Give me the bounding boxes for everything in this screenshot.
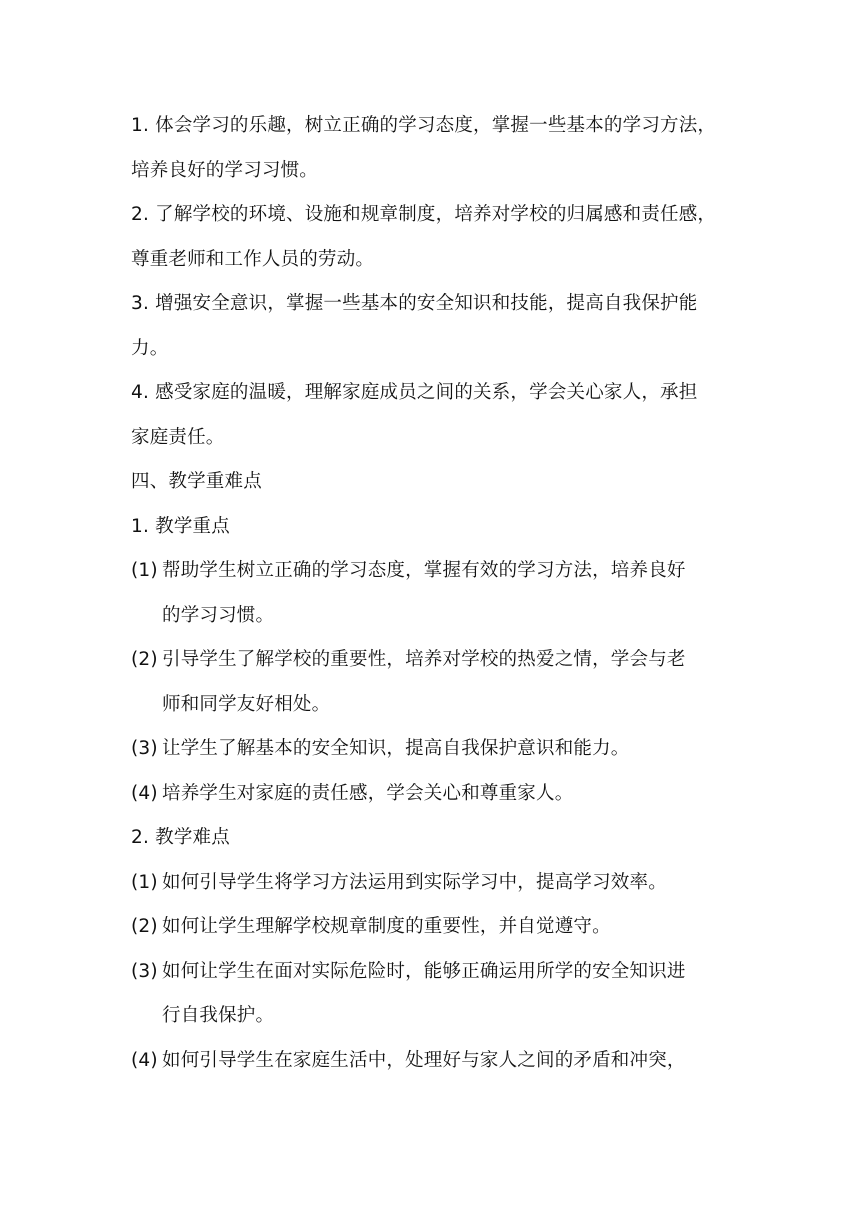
key-point-2 <box>131 638 733 727</box>
section-heading: 四、教学重难点 <box>131 471 262 492</box>
key-point-1 <box>131 549 733 638</box>
key-point-3-line-1: 让学生了解基本的安全知识，提高自我保护意识和能力。 <box>162 738 630 759</box>
objective-2-line-2: 尊重老师和工作人员的劳动。 <box>131 248 375 270</box>
difficult-point-3-line-1: 如何让学生在面对实际危险时，能够正确运用所学的安全知识进 <box>162 960 686 982</box>
key-point-2-number: (2) <box>131 649 158 670</box>
objective-4-line-2: 家庭责任。 <box>131 426 225 448</box>
key-point-4-number: (4) <box>131 782 158 804</box>
difficult-point-3 <box>131 950 733 1039</box>
key-point-1-line-1: 帮助学生树立正确的学习态度，掌握有效的学习方法，培养良好 <box>162 560 686 581</box>
objective-1-line-1: 1. 体会学习的乐趣，树立正确的学习态度，掌握一些基本的学习方法， <box>131 115 717 136</box>
key-point-1-number: (1) <box>131 560 158 581</box>
objective-4-line-1: 4. 感受家庭的温暖，理解家庭成员之间的关系，学会关心家人，承担 <box>131 382 698 403</box>
document-page <box>131 104 733 1083</box>
key-point-4-line-1: 培养学生对家庭的责任感，学会关心和尊重家人。 <box>162 782 574 804</box>
objective-1 <box>131 104 733 193</box>
key-point-1-line-2: 的学习习惯。 <box>162 604 275 626</box>
difficult-point-2-line-1: 如何让学生理解学校规章制度的重要性，并自觉遵守。 <box>162 916 611 937</box>
key-point-3-number: (3) <box>131 738 158 759</box>
difficult-point-4-line-1: 如何引导学生在家庭生活中，处理好与家人之间的矛盾和冲突， <box>162 1049 686 1071</box>
difficult-point-1-number: (1) <box>131 871 158 893</box>
objective-1-line-2: 培养良好的学习习惯。 <box>131 159 319 181</box>
objective-2 <box>131 193 733 282</box>
key-point-2-line-1: 引导学生了解学校的重要性，培养对学校的热爱之情，学会与老 <box>162 649 686 670</box>
difficult-point-4-number: (4) <box>131 1049 158 1071</box>
objective-3-line-1: 3. 增强安全意识，掌握一些基本的安全知识和技能，提高自我保护能 <box>131 293 698 314</box>
difficult-points-heading: 2. 教学难点 <box>131 827 230 848</box>
key-point-4 <box>131 772 733 817</box>
difficult-point-2 <box>131 905 733 950</box>
difficult-point-1-line-1: 如何引导学生将学习方法运用到实际学习中，提高学习效率。 <box>162 871 667 893</box>
objective-4 <box>131 371 733 460</box>
key-point-3 <box>131 727 733 772</box>
difficult-point-3-line-2: 行自我保护。 <box>162 1005 275 1026</box>
difficult-point-2-number: (2) <box>131 916 158 937</box>
objective-3-line-2: 力。 <box>131 337 169 359</box>
key-point-2-line-2: 师和同学友好相处。 <box>162 693 331 715</box>
objective-3 <box>131 282 733 371</box>
difficult-point-4 <box>131 1039 733 1084</box>
difficult-point-1 <box>131 861 733 906</box>
key-points-heading: 1. 教学重点 <box>131 515 230 537</box>
objective-2-line-1: 2. 了解学校的环境、设施和规章制度，培养对学校的归属感和责任感， <box>131 204 717 225</box>
difficult-point-3-number: (3) <box>131 960 158 982</box>
